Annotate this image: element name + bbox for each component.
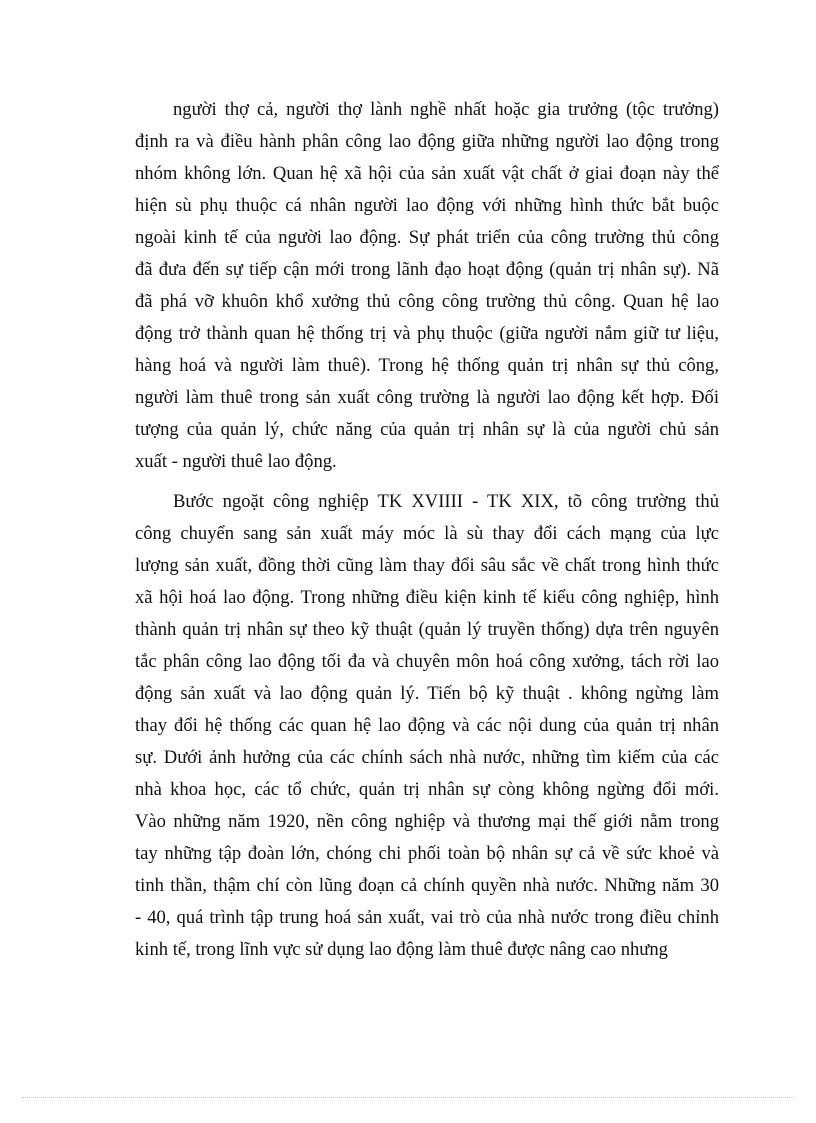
paragraph-1 [135,94,719,478]
text-line: kinh tế, trong lĩnh vực sử dụng lao động làm thuê được nâng cao nhưng [135,939,668,960]
text-line: tượng của quản lý, chức năng của quản trị nhân sự là của người chủ sản [135,419,719,440]
text-line: ngoài kinh tế của người lao động. Sự phát triển của công trường thủ công [135,227,719,248]
text-line: đã đưa đến sự tiếp cận mới trong lãnh đạo hoạt động (quản trị nhân sự). Nã [135,259,719,280]
text-line: xuất - người thuê lao động. [135,451,337,472]
text-line: - 40, quá trình tập trung hoá sản xuất, vai trò của nhà nước trong điều chỉnh [135,907,719,928]
text-line: người thợ cả, người thợ lành nghề nhất hoặc gia trưởng (tộc trưởng) [173,99,719,120]
text-line: nhóm không lớn. Quan hệ xã hội của sản xuất vật chất ở giai đoạn này thể [135,163,719,184]
text-line: hàng hoá và người làm thuê). Trong hệ thống quản trị nhân sự thủ công, [135,355,719,376]
page-bottom-divider [22,1097,794,1098]
text-line: đã phá vỡ khuôn khổ xưởng thủ công công trường thủ công. Quan hệ lao [135,291,719,312]
text-line: hiện sù phụ thuộc cá nhân người lao động với những hình thức bắt buộc [135,195,719,216]
text-line: xã hội hoá lao động. Trong những điều kiện kinh tế kiểu công nghiệp, hình [135,587,719,608]
text-line: định ra và điều hành phân công lao động giữa những người lao động trong [135,131,719,152]
text-line: Bước ngoặt công nghiệp TK XVIIII - TK XIX, tõ công trường thủ [173,491,719,512]
text-line: Vào những năm 1920, nền công nghiệp và thương mại thế giới nằm trong [135,811,719,832]
body-text [135,94,719,966]
text-line: người làm thuê trong sản xuất công trường là người lao động kết hợp. Đối [135,387,719,408]
text-line: tinh thần, thậm chí còn lũng đoạn cả chính quyền nhà nước. Những năm 30 [135,875,719,896]
text-line: tắc phân công lao động tối đa và chuyên môn hoá công xưởng, tách rời lao [135,651,719,672]
text-line: nhà khoa học, các tổ chức, quản trị nhân sự còng không ngừng đổi mới. [135,779,719,800]
text-line: lượng sản xuất, đồng thời cũng làm thay đổi sâu sắc về chất trong hình thức [135,555,719,576]
text-line: thay đổi hệ thống các quan hệ lao động và các nội dung của quản trị nhân [135,715,719,736]
text-line: tay những tập đoàn lớn, chóng chi phối toàn bộ nhân sự cả về sức khoẻ và [135,843,719,864]
text-line: thành quản trị nhân sự theo kỹ thuật (quản lý truyền thống) dựa trên nguyên [135,619,719,640]
text-line: động sản xuất và lao động quản lý. Tiến bộ kỹ thuật . không ngừng làm [135,683,719,704]
text-line: sự. Dưới ảnh hưởng của các chính sách nhà nước, những tìm kiếm của các [135,747,719,768]
text-line: động trở thành quan hệ thống trị và phụ thuộc (giữa người nắm giữ tư liệu, [135,323,719,344]
text-line: công chuyển sang sản xuất máy móc là sù thay đổi cách mạng của lực [135,523,719,544]
paragraph-2 [135,486,719,966]
